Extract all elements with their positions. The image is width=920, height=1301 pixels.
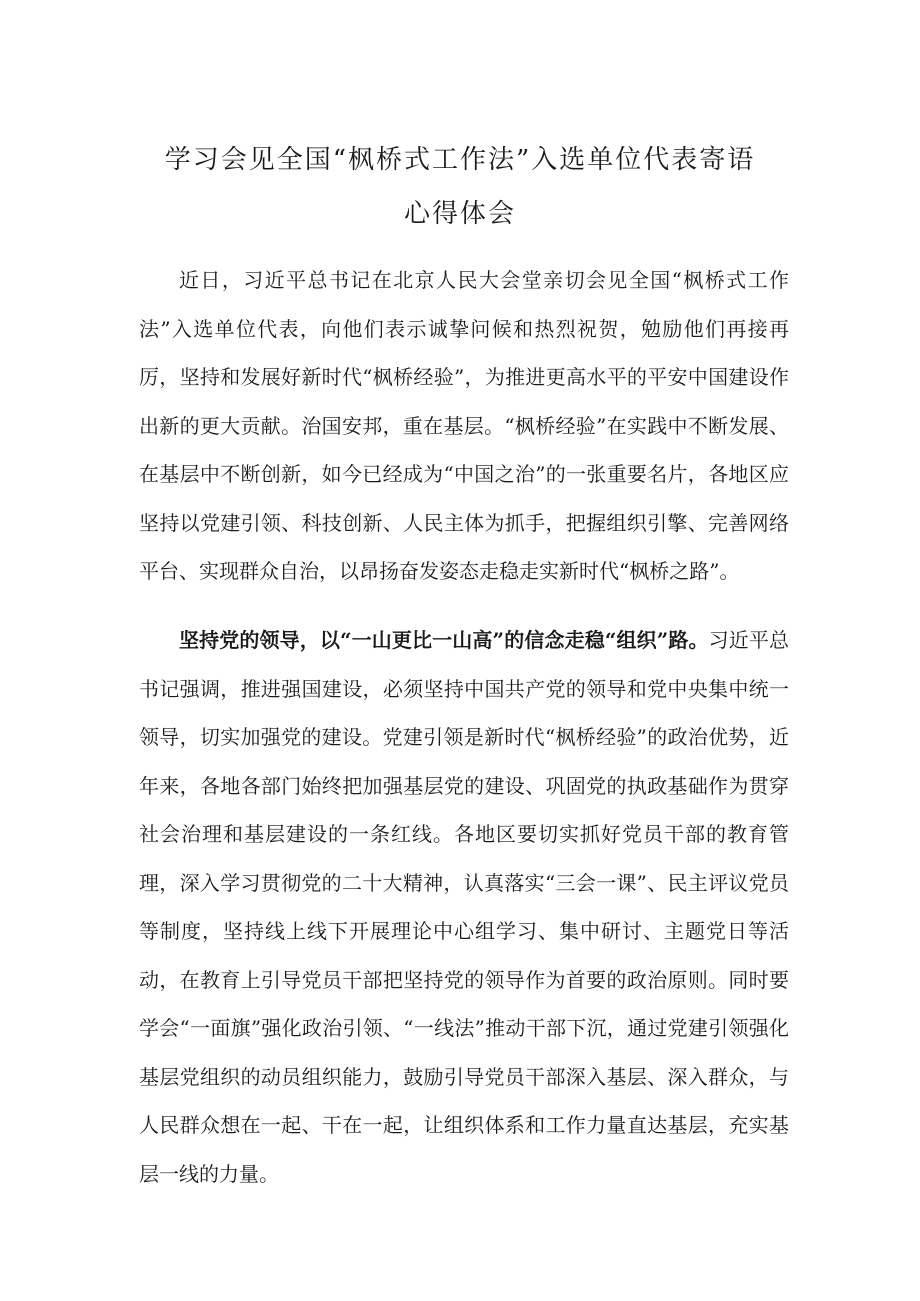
document-title-line2: 心得体会 — [403, 199, 516, 229]
paragraph-body-text: 习近平总书记强调，推进强国建设，必须坚持中国共产党的领导和党中央集中统一领导，切实加强党的建设。党建引领是新时代“枫桥经验”的政治优势，近年来，各地各部门始终把加强基层党的建设、巩固党的执政基础作为贯穿社会治理和基层建设的一条红线。各地区要切实抓好党员干部的教育管理，深入学习贯彻党的二十大精神，认真落实“三会一课”、民主评议党员等制度，坚持线上线下开展理论中心组学习、集中研讨、主题党日等活动，在教育上引导党员干部把坚持党的领导作为首要的政治原则。同时要学会“一面旗”强化政治引领、“一线法”推动干部下沉，通过党建引领强化基层党组织的动员组织能力，鼓励引导党员干部深入基层、深入群众，与人民群众想在一起、干在一起，让组织体系和工作力量直达基层，充实基层一线的力量。 — [139, 628, 790, 1186]
document-title-line1: 学习会见全国“枫桥式工作法”入选单位代表寄语 — [164, 145, 756, 175]
paragraph-lead-heading: 坚持党的领导，以“一山更比一山高”的信念走稳“组织”路。 — [179, 628, 709, 652]
paragraph-intro: 近日，习近平总书记在北京人民大会堂亲切会见全国“枫桥式工作法”入选单位代表，向他们表示诚挚问候和热烈祝贺，勉励他们再接再厉，坚持和发展好新时代“枫桥经验”，为推进更高水平的平安中国建设作出新的更大贡献。治国安邦，重在基层。“枫桥经验”在实践中不断发展、在基层中不断创新，如今已经成为“中国之治”的一张重要名片，各地区应坚持以党建引领、科技创新、人民主体为抓手，把握组织引擎、完善网络平台、实现群众自治，以昂扬奋发姿态走稳走实新时代“枫桥之路”。 — [139, 268, 789, 583]
paragraph-party-leadership — [139, 616, 789, 1198]
